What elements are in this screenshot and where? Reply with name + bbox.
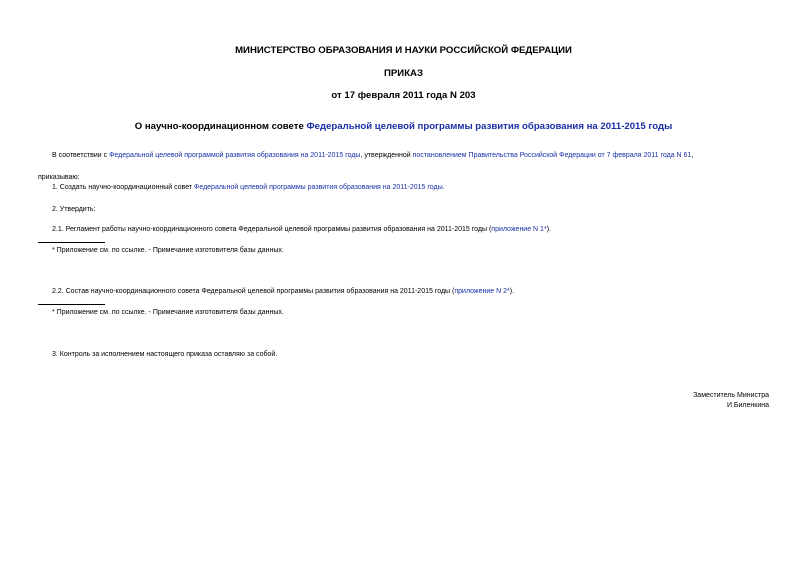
preamble-program-link[interactable]: Федеральной целевой программой развития образования на 2011-2015 годы [109, 152, 361, 159]
appendix-2-link[interactable]: приложение N 2* [454, 288, 510, 295]
item-1 [52, 183, 445, 192]
item-2: 2. Утвердить: [52, 206, 96, 213]
date-number-heading: от 17 февраля 2011 года N 203 [331, 90, 476, 101]
preamble-paragraph [52, 151, 693, 160]
footnote-1: * Приложение см. по ссылке. - Примечание изготовителя базы данных. [52, 247, 284, 254]
document-title [0, 121, 807, 132]
item-2-2 [52, 287, 514, 296]
footnote-2: * Приложение см. по ссылке. - Примечание изготовителя базы данных. [52, 309, 284, 316]
signature-position: Заместитель Министра [693, 392, 769, 399]
ministry-heading: МИНИСТЕРСТВО ОБРАЗОВАНИЯ И НАУКИ РОССИЙСКОЙ ФЕДЕРАЦИИ [235, 45, 572, 56]
item-2-1-text: 2.1. Регламент работы научно-координационного совета Федеральной целевой программы развития образования на 2011-2015 годы ( [52, 226, 492, 233]
footnote-divider-1 [38, 242, 105, 243]
order-word: приказываю: [38, 174, 80, 181]
preamble-text-2: , утвержденной [360, 152, 413, 159]
preamble-text-1: В соответствии с [52, 152, 110, 159]
item-2-2-end: ). [509, 288, 515, 295]
preamble-decree-link[interactable]: постановлением Правительства Российской Федерации от 7 февраля 2011 года N 61 [412, 152, 692, 159]
item-2-1 [52, 225, 551, 234]
item-3: 3. Контроль за исполнением настоящего приказа оставляю за собой. [52, 351, 278, 358]
preamble-text-3: , [691, 152, 694, 159]
title-program-link[interactable]: Федеральной целевой программы развития образования на 2011-2015 годы [306, 121, 673, 132]
signature-name: И.Биленкина [726, 402, 769, 409]
appendix-1-link[interactable]: приложение N 1* [491, 226, 547, 233]
footnote-divider-2 [38, 304, 105, 305]
doc-type-heading: ПРИКАЗ [384, 68, 423, 79]
title-prefix: О научно-координационном совете [134, 121, 307, 132]
item-2-1-end: ). [546, 226, 551, 233]
item-1-end: . [442, 184, 445, 191]
item-1-program-link[interactable]: Федеральной целевой программы развития образования на 2011-2015 годы [194, 184, 443, 191]
item-1-text: 1. Создать научно-координационный совет [52, 184, 195, 191]
item-2-2-text: 2.2. Состав научно-координационного совета Федеральной целевой программы развития образования на 2011-2015 годы ( [52, 288, 455, 295]
